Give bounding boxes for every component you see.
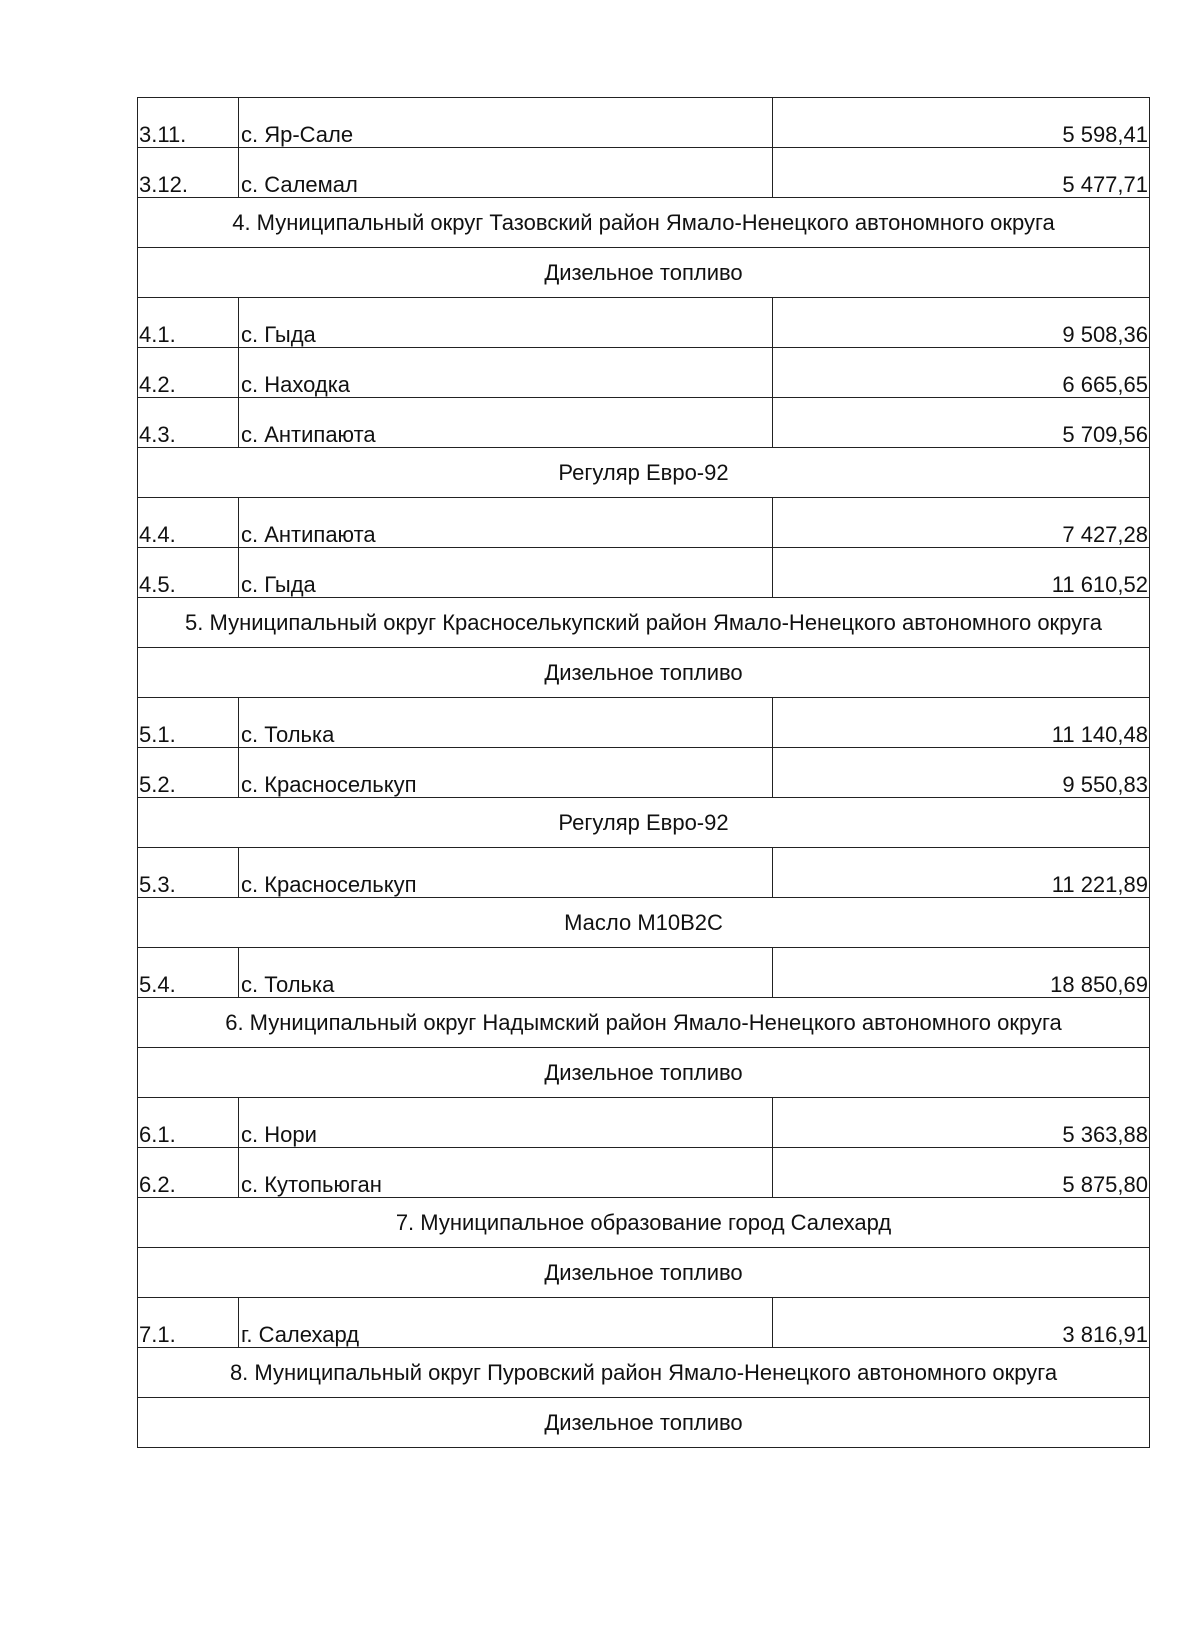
section-header-row: [138, 998, 1150, 1048]
price-value: 5 875,80: [773, 1148, 1150, 1198]
settlement-name: с. Нори: [239, 1098, 773, 1148]
section-header-row: [138, 448, 1150, 498]
row-number: 4.5.: [138, 548, 239, 598]
section-header-row: [138, 1248, 1150, 1298]
price-value: 9 550,83: [773, 748, 1150, 798]
price-value: 3 816,91: [773, 1298, 1150, 1348]
row-number: 4.3.: [138, 398, 239, 448]
table-row: [138, 348, 1150, 398]
section-header-row: [138, 248, 1150, 298]
settlement-name: с. Антипаюта: [239, 498, 773, 548]
settlement-name: с. Толька: [239, 698, 773, 748]
price-value: 5 709,56: [773, 398, 1150, 448]
section-header-row: [138, 598, 1150, 648]
fuel-type-heading: Масло М10В2С: [138, 898, 1150, 948]
section-header-row: [138, 1398, 1150, 1448]
row-number: 7.1.: [138, 1298, 239, 1348]
table-row: [138, 98, 1150, 148]
settlement-name: с. Красноселькуп: [239, 748, 773, 798]
price-value: 11 221,89: [773, 848, 1150, 898]
section-header-row: [138, 1048, 1150, 1098]
row-number: 5.2.: [138, 748, 239, 798]
price-value: 11 610,52: [773, 548, 1150, 598]
fuel-type-heading: Дизельное топливо: [138, 1048, 1150, 1098]
settlement-name: г. Салехард: [239, 1298, 773, 1348]
price-value: 6 665,65: [773, 348, 1150, 398]
table-row: [138, 1298, 1150, 1348]
row-number: 3.11.: [138, 98, 239, 148]
fuel-type-heading: Дизельное топливо: [138, 648, 1150, 698]
fuel-type-heading: Регуляр Евро-92: [138, 448, 1150, 498]
settlement-name: с. Салемал: [239, 148, 773, 198]
district-heading: 5. Муниципальный округ Красноселькупский район Ямало-Ненецкого автономного округа: [138, 598, 1150, 648]
district-heading: 7. Муниципальное образование город Салехард: [138, 1198, 1150, 1248]
fuel-type-heading: Регуляр Евро-92: [138, 798, 1150, 848]
settlement-name: с. Антипаюта: [239, 398, 773, 448]
section-header-row: [138, 1198, 1150, 1248]
settlement-name: с. Гыда: [239, 298, 773, 348]
row-number: 6.2.: [138, 1148, 239, 1198]
price-table-body: [138, 98, 1150, 1448]
table-row: [138, 548, 1150, 598]
fuel-type-heading: Дизельное топливо: [138, 248, 1150, 298]
row-number: 4.1.: [138, 298, 239, 348]
district-heading: 6. Муниципальный округ Надымский район Ямало-Ненецкого автономного округа: [138, 998, 1150, 1048]
price-table: [137, 97, 1150, 1448]
section-header-row: [138, 198, 1150, 248]
table-row: [138, 698, 1150, 748]
settlement-name: с. Красноселькуп: [239, 848, 773, 898]
settlement-name: с. Яр-Сале: [239, 98, 773, 148]
row-number: 4.2.: [138, 348, 239, 398]
price-value: 5 477,71: [773, 148, 1150, 198]
table-row: [138, 498, 1150, 548]
row-number: 3.12.: [138, 148, 239, 198]
settlement-name: с. Находка: [239, 348, 773, 398]
section-header-row: [138, 1348, 1150, 1398]
row-number: 5.3.: [138, 848, 239, 898]
district-heading: 4. Муниципальный округ Тазовский район Ямало-Ненецкого автономного округа: [138, 198, 1150, 248]
settlement-name: с. Гыда: [239, 548, 773, 598]
table-row: [138, 748, 1150, 798]
row-number: 4.4.: [138, 498, 239, 548]
section-header-row: [138, 648, 1150, 698]
price-value: 18 850,69: [773, 948, 1150, 998]
section-header-row: [138, 798, 1150, 848]
row-number: 5.4.: [138, 948, 239, 998]
district-heading: 8. Муниципальный округ Пуровский район Ямало-Ненецкого автономного округа: [138, 1348, 1150, 1398]
settlement-name: с. Толька: [239, 948, 773, 998]
row-number: 5.1.: [138, 698, 239, 748]
table-row: [138, 398, 1150, 448]
fuel-type-heading: Дизельное топливо: [138, 1248, 1150, 1298]
price-value: 9 508,36: [773, 298, 1150, 348]
row-number: 6.1.: [138, 1098, 239, 1148]
price-value: 7 427,28: [773, 498, 1150, 548]
fuel-type-heading: Дизельное топливо: [138, 1398, 1150, 1448]
section-header-row: [138, 898, 1150, 948]
table-row: [138, 848, 1150, 898]
price-value: 5 598,41: [773, 98, 1150, 148]
price-value: 5 363,88: [773, 1098, 1150, 1148]
table-row: [138, 1098, 1150, 1148]
table-row: [138, 148, 1150, 198]
table-row: [138, 1148, 1150, 1198]
table-row: [138, 948, 1150, 998]
table-row: [138, 298, 1150, 348]
price-value: 11 140,48: [773, 698, 1150, 748]
settlement-name: с. Кутопьюган: [239, 1148, 773, 1198]
